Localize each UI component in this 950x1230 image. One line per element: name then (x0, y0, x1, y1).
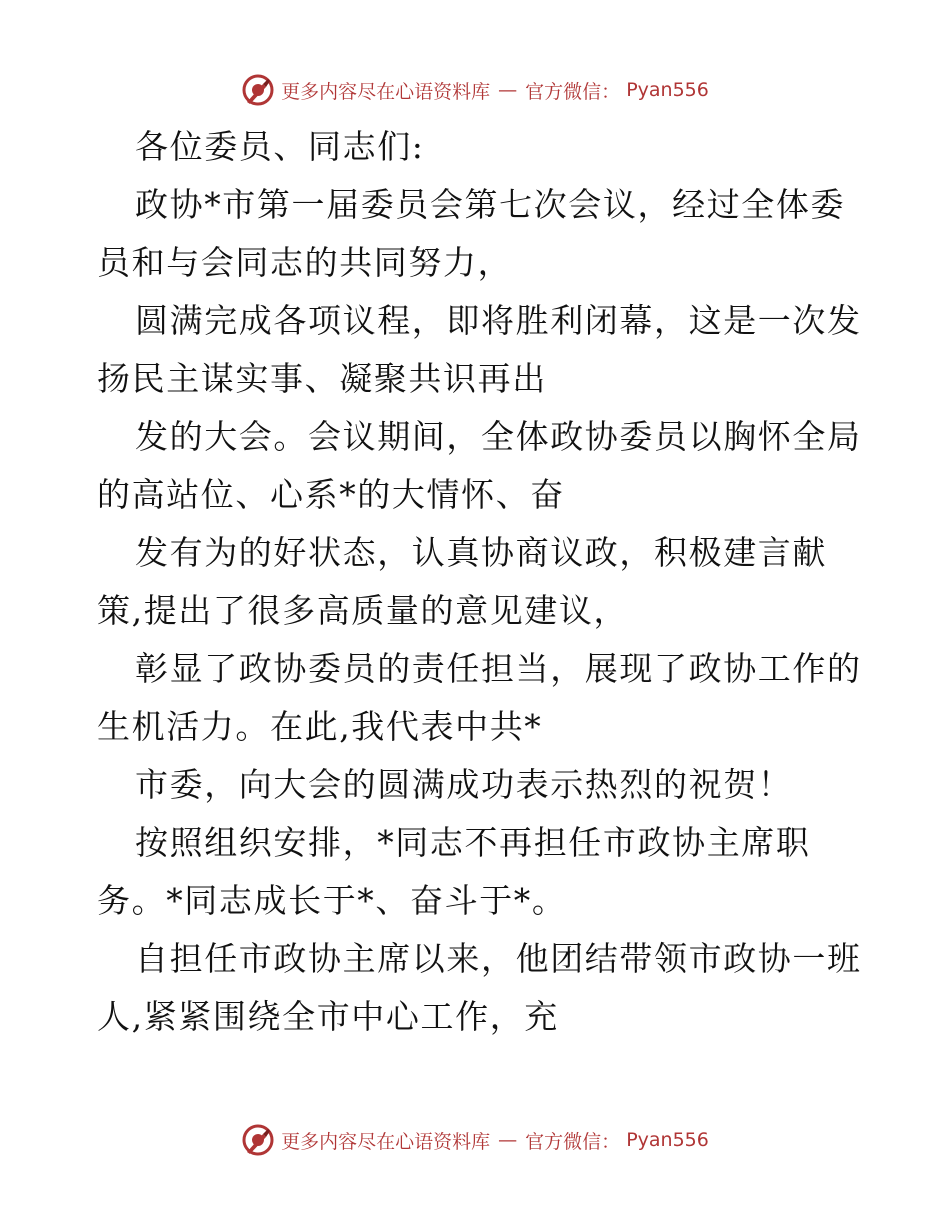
body-line: 政协*市第一届委员会第七次会议，经过全体委 (135, 185, 846, 224)
body-line: 策,提出了很多高质量的意见建议， (97, 591, 629, 630)
body-line: 市委，向大会的圆满成功表示热烈的祝贺！ (135, 765, 793, 804)
body-line: 发有为的好状态，认真协商议政，积极建言献 (135, 533, 827, 572)
body-line: 员和与会同志的共同努力， (97, 243, 513, 282)
body-line: 的高站位、心系*的大情怀、奋 (97, 475, 565, 514)
watermark-separator: — (498, 79, 518, 101)
body-line: 按照组织安排，*同志不再担任市政协主席职 (135, 823, 811, 862)
watermark-separator: — (498, 1129, 518, 1151)
watermark-official-label: 官方微信： (525, 80, 621, 103)
pen-logo-icon (241, 73, 275, 107)
body-line: 圆满完成各项议程，即将胜利闭幕，这是一次发 (135, 301, 862, 340)
body-line: 各位委员、同志们: (135, 127, 425, 166)
body-line: 发的大会。会议期间，全体政协委员以胸怀全局 (135, 417, 862, 456)
watermark-official-label: 官方微信： (525, 1130, 621, 1153)
body-line: 务。*同志成长于*、奋斗于*。 (97, 881, 567, 920)
watermark-wechat-id: Pyan556 (626, 1129, 709, 1151)
document-body (97, 118, 862, 1046)
body-line: 人,紧紧围绕全市中心工作，充 (97, 997, 559, 1036)
body-line: 扬民主谋实事、凝聚共识再出 (97, 359, 547, 398)
header-watermark (0, 70, 950, 110)
body-line: 生机活力。在此,我代表中共* (97, 707, 543, 746)
footer-watermark (0, 1120, 950, 1160)
pen-logo-icon (241, 1123, 275, 1157)
body-line: 彰显了政协委员的责任担当，展现了政协工作的 (135, 649, 862, 688)
watermark-wechat-id: Pyan556 (626, 79, 709, 101)
watermark-text: 更多内容尽在心语资料库 (281, 80, 491, 103)
watermark-text: 更多内容尽在心语资料库 (281, 1130, 491, 1153)
body-line: 自担任市政协主席以来，他团结带领市政协一班 (135, 939, 862, 978)
